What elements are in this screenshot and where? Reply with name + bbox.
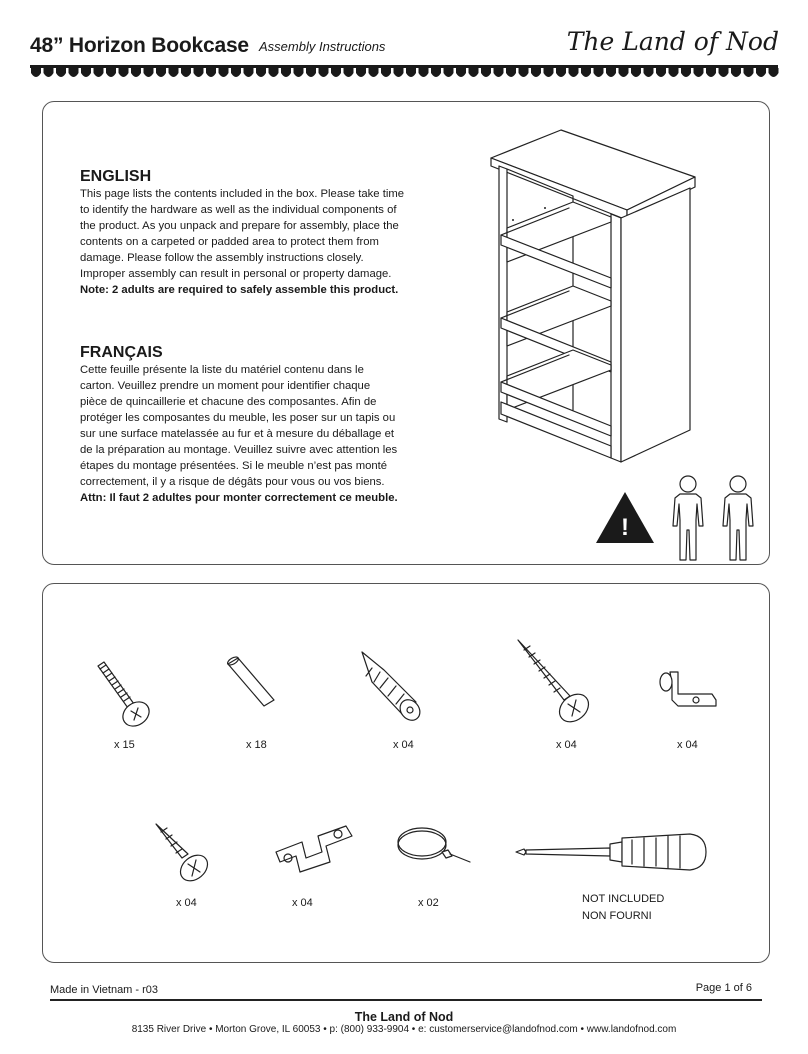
page-number: Page 1 of 6 — [695, 982, 752, 994]
quantity-label: x 15 — [114, 739, 135, 751]
long-wood-screw-icon — [514, 638, 600, 730]
not-included-note — [582, 891, 664, 925]
document-subtitle: Assembly Instructions — [259, 39, 386, 54]
english-text — [80, 186, 404, 298]
anti-tip-bracket-icon — [272, 816, 360, 878]
english-line: damage. Please follow the assembly instructions closely. — [80, 252, 364, 264]
warning-symbol: ! — [621, 514, 629, 541]
english-line: Improper assembly can result in personal or property damage. — [80, 268, 392, 280]
english-line: contents on a carpeted or padded area to protect them from — [80, 236, 379, 248]
footer-address: 8135 River Drive • Morton Grove, IL 60053 • p: (800) 933-9904 • e: customerservice@landofnod.com • www.landofnod.com — [131, 1024, 677, 1035]
francais-line: Cette feuille présente la liste du matériel contenu dans le — [80, 364, 364, 376]
cable-tie-icon — [394, 820, 474, 872]
not-included-label: NOT INCLUDED — [582, 893, 665, 905]
francais-line: protéger les composantes du meuble, les poser sur un tapis ou — [80, 412, 396, 424]
francais-line: de la préparation au montage. Veuillez suivre avec attention les — [80, 444, 398, 456]
document-title: 48” Horizon Bookcase — [30, 34, 249, 57]
scallop-border — [30, 65, 778, 83]
quantity-label: x 18 — [246, 739, 267, 751]
brand-logo — [566, 18, 780, 62]
machine-screw-icon — [84, 660, 164, 732]
francais-line: étapes du montage présentées. Si le meuble n’est pas monté — [80, 460, 388, 472]
quantity-label: x 04 — [176, 897, 197, 909]
short-wood-screw-icon — [150, 820, 220, 890]
bookcase-illustration — [485, 122, 700, 467]
wall-anchor-icon — [354, 648, 444, 724]
english-line: This page lists the contents included in the box. Please take time — [80, 188, 405, 200]
quantity-label: x 04 — [393, 739, 414, 751]
page-header — [30, 27, 780, 62]
footer-divider — [50, 999, 762, 1001]
francais-line: pièce de quincaillerie et chacune des composantes. Afin de — [80, 396, 377, 408]
two-adults-icon — [668, 472, 774, 564]
footer-brand: The Land of Nod — [354, 1010, 454, 1024]
francais-line: correctement, il y a risque de dégâts pour vous ou vos biens. — [80, 476, 385, 488]
quantity-label: x 02 — [418, 897, 439, 909]
francais-heading: FRANÇAIS — [80, 344, 163, 361]
non-fourni-label: NON FOURNI — [582, 910, 652, 922]
screwdriver-icon — [514, 828, 710, 876]
english-heading: ENGLISH — [80, 168, 152, 185]
warning-icon — [594, 490, 656, 546]
english-note: Note: 2 adults are required to safely assemble this product. — [80, 284, 399, 296]
quantity-label: x 04 — [292, 897, 313, 909]
shelf-pin-icon — [656, 664, 718, 714]
made-in-label: Made in Vietnam - r03 — [50, 984, 159, 996]
francais-line: sur une surface matelassée au fur et à mesure du déballage et — [80, 428, 394, 440]
francais-line: carton. Veuillez prendre un moment pour identifier chaque — [80, 380, 371, 392]
francais-note: Attn: Il faut 2 adultes pour monter correctement ce meuble. — [80, 492, 398, 504]
brand-logo-text: The Land of Nod — [566, 27, 779, 56]
francais-text — [80, 362, 398, 506]
english-line: to identify the hardware as well as the individual components of — [80, 204, 397, 216]
quantity-label: x 04 — [677, 739, 698, 751]
wood-dowel-icon — [222, 654, 292, 714]
english-line: the product. As you unpack and prepare for assembly, place the — [80, 220, 399, 232]
quantity-label: x 04 — [556, 739, 577, 751]
